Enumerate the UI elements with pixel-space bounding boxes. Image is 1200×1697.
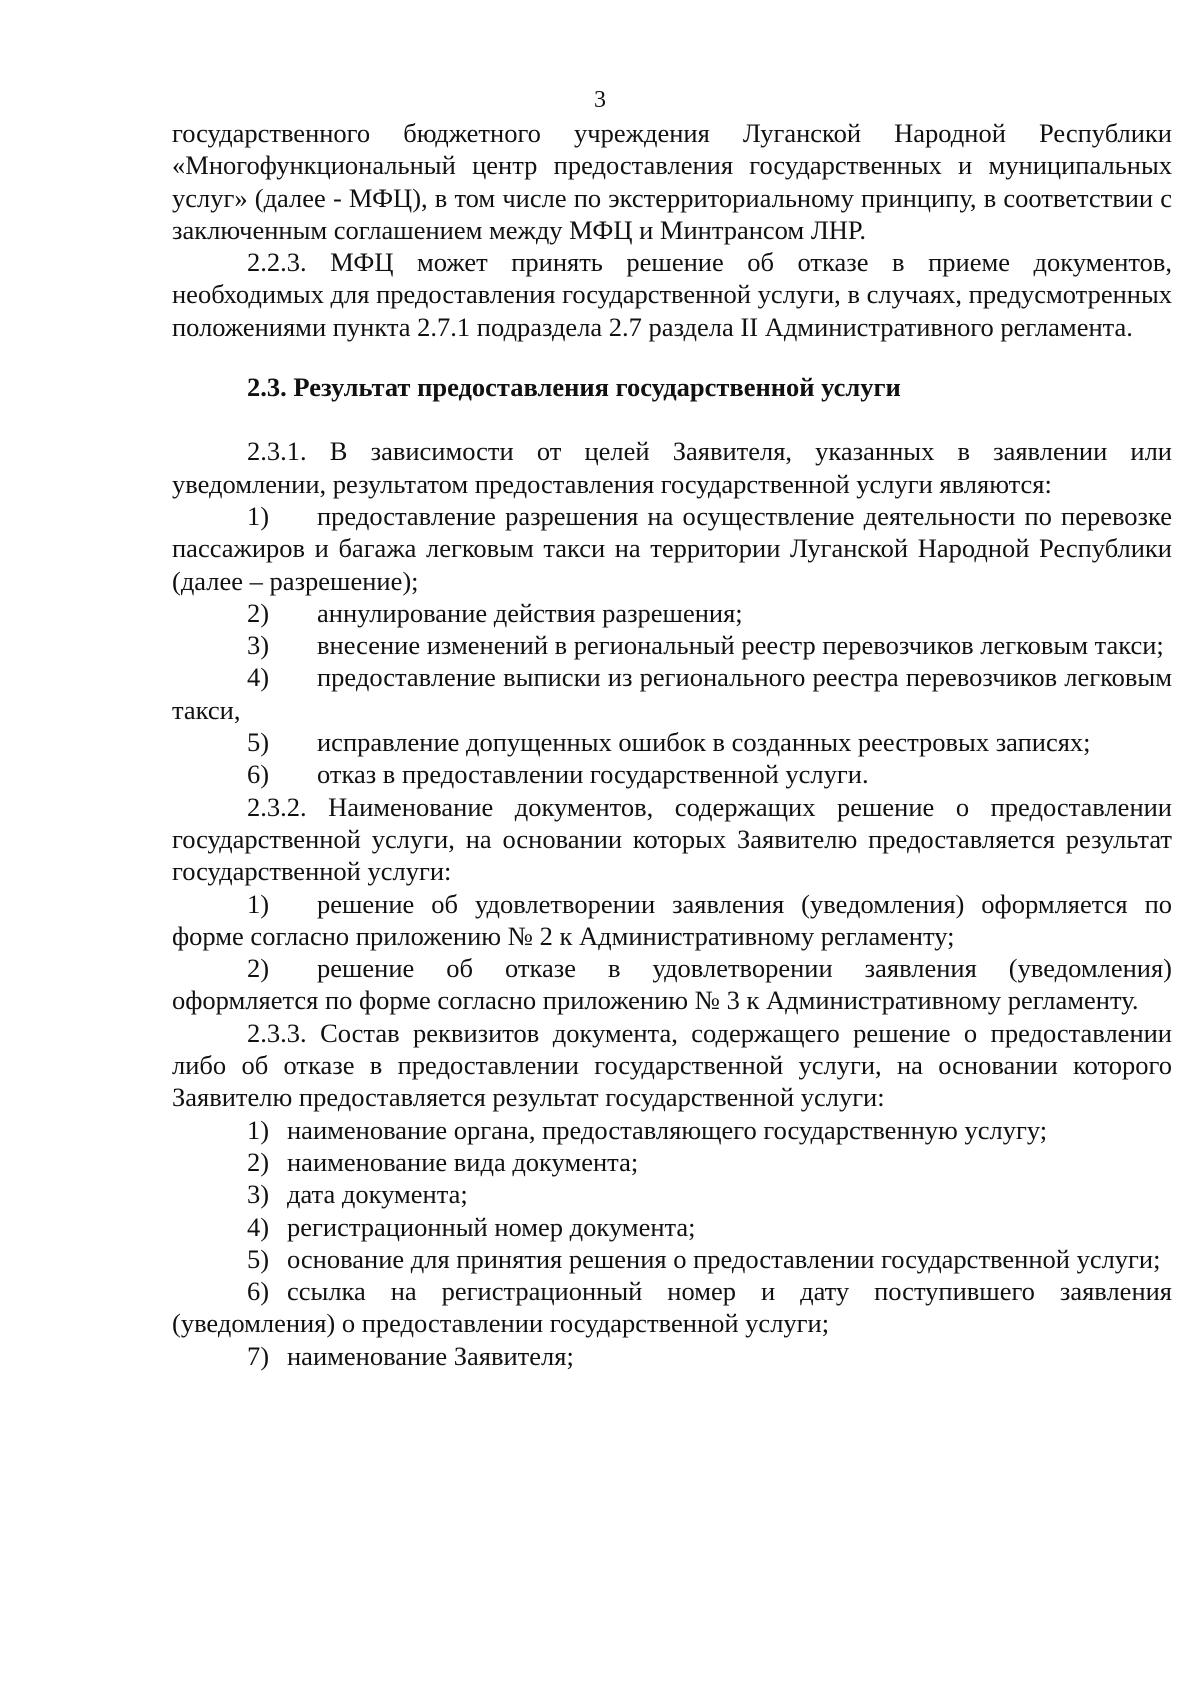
list-item-text: отказ в предоставлении государственной услуги. — [317, 759, 869, 790]
list-item — [172, 629, 1172, 661]
list-item — [172, 1146, 1172, 1178]
list-2-3-3 — [172, 1114, 1172, 1372]
list-item-number: 1) — [247, 888, 270, 919]
list-2-3-2 — [172, 888, 1172, 1017]
paragraph-2-3-2: 2.3.2. Наименование документов, содержащих решение о предоставлении государственной услуги, на основании которых Заявителю предоставляется результат государственной услуги: — [172, 791, 1172, 887]
page-number: 3 — [594, 87, 606, 113]
list-item-text: исправление допущенных ошибок в созданных реестровых записях; — [317, 727, 1091, 758]
list-item-number: 1) — [247, 1114, 270, 1145]
list-item-text: аннулирование действия разрешения; — [317, 597, 743, 628]
list-item-number: 2) — [247, 953, 270, 984]
list-item-number: 4) — [247, 1211, 270, 1242]
document-body — [172, 117, 1172, 1372]
list-item — [172, 1114, 1172, 1146]
list-item — [172, 1211, 1172, 1243]
list-item-text: решение об отказе в удовлетворении заявления (уведомления) оформляется по форме согласно приложению № 3 к Административному регламенту. — [172, 953, 1172, 1016]
list-item-number: 3) — [247, 1179, 270, 1210]
list-item — [172, 500, 1172, 597]
list-item — [172, 1178, 1172, 1210]
list-item-number: 5) — [247, 727, 270, 758]
list-item-number: 1) — [247, 500, 270, 531]
list-item-text: предоставление разрешения на осуществление деятельности по перевозке пассажиров и багажа легковым такси на территории Луганской Народной Республики (далее – разрешение); — [172, 500, 1172, 596]
paragraph-2-2-3: 2.2.3. МФЦ может принять решение об отказе в приеме документов, необходимых для предоставления государственной услуги, в случаях, предусмотренных положениями пункта 2.7.1 подраздела 2.7 раздела II Административного регламента. — [172, 247, 1172, 342]
list-2-3-1 — [172, 500, 1172, 791]
list-item-text: наименование вида документа; — [287, 1146, 639, 1177]
list-item — [172, 952, 1172, 1017]
list-item-text: основание для принятия решения о предоставлении государственной услуги; — [287, 1243, 1161, 1274]
list-item-text: внесение изменений в региональный реестр перевозчиков легковым такси; — [317, 630, 1164, 661]
list-item-text: дата документа; — [287, 1179, 468, 1210]
list-item-number: 5) — [247, 1243, 270, 1274]
paragraph-2-3-1: 2.3.1. В зависимости от целей Заявителя, указанных в заявлении или уведомлении, результатом предоставления государственной услуги являются: — [172, 436, 1172, 499]
list-item-number: 2) — [247, 1146, 270, 1177]
list-item — [172, 726, 1172, 758]
list-item — [172, 1340, 1172, 1372]
list-item-number: 2) — [247, 597, 270, 628]
list-item-text: регистрационный номер документа; — [287, 1211, 696, 1242]
list-item-number: 6) — [247, 759, 270, 790]
list-item — [172, 888, 1172, 953]
list-item-number: 6) — [247, 1276, 270, 1307]
paragraph-2-3-3: 2.3.3. Состав реквизитов документа, содержащего решение о предоставлении либо об отказе в предоставлении государственной услуги, на основании которого Заявителю предоставляется результат государственной услуги: — [172, 1017, 1172, 1113]
section-heading-2-3: 2.3. Результат предоставления государственной услуги — [247, 372, 901, 403]
list-item — [172, 597, 1172, 629]
list-item-number: 4) — [247, 662, 270, 693]
list-item-text: наименование органа, предоставляющего государственную услугу; — [287, 1114, 1048, 1145]
list-item — [172, 1275, 1172, 1340]
list-item-number: 7) — [247, 1340, 270, 1371]
list-item — [172, 758, 1172, 790]
list-item-number: 3) — [247, 630, 270, 661]
list-item-text: наименование Заявителя; — [287, 1340, 574, 1371]
list-item-text: решение об удовлетворении заявления (уведомления) оформляется по форме согласно приложению № 2 к Административному регламенту; — [172, 888, 1172, 951]
paragraph-mfc-services: государственного бюджетного учреждения Луганской Народной Республики «Многофункциональный центр предоставления государственных и муниципальных услуг» (далее - МФЦ), в том числе по экстерриториальному принципу, в соответствии с заключенным соглашением между МФЦ и Минтрансом ЛНР. — [172, 118, 1172, 245]
list-item — [172, 1243, 1172, 1275]
list-item-text: ссылка на регистрационный номер и дату поступившего заявления (уведомления) о предоставлении государственной услуги; — [172, 1276, 1172, 1339]
list-item — [172, 661, 1172, 726]
list-item-text: предоставление выписки из регионального реестра перевозчиков легковым такси, — [172, 662, 1172, 725]
